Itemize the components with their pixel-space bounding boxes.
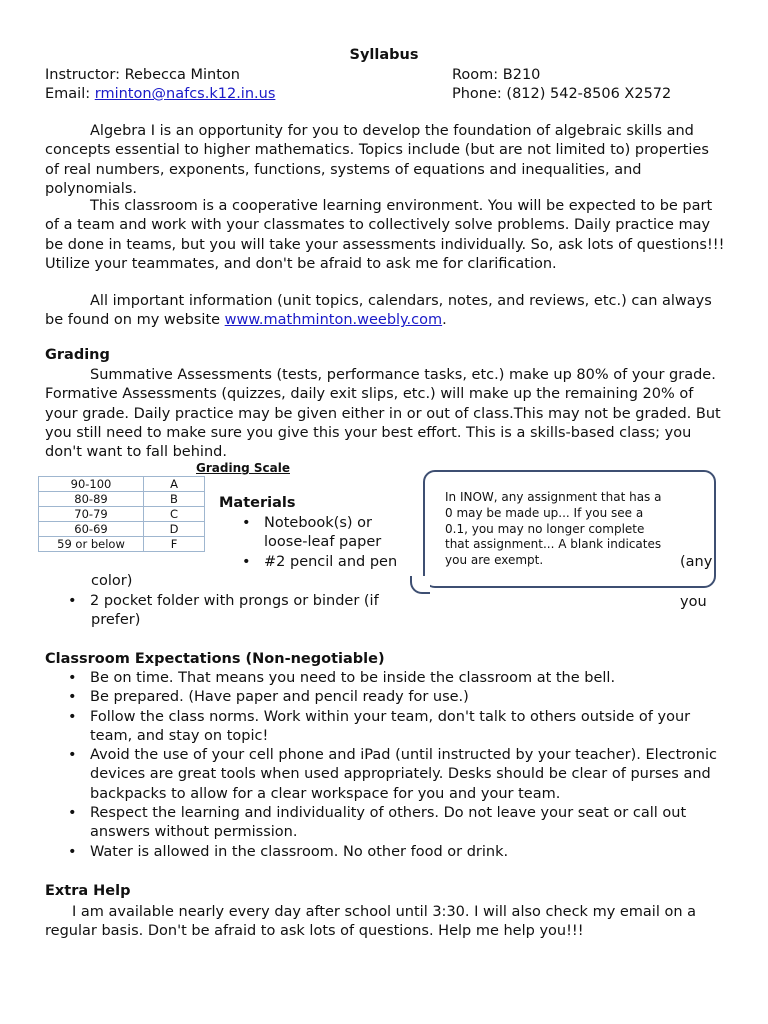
website-link[interactable]: www.mathminton.weebly.com (224, 312, 443, 329)
extra-help-heading: Extra Help (45, 883, 131, 899)
scale-grade: B (144, 492, 205, 507)
materials-item3-tail: you (680, 594, 707, 610)
extra-help-paragraph: I am available nearly every day after school until 3:30. I will also check my email on a regular basis. Don't be afraid to ask lots of questions. Help me help you!!! (45, 904, 697, 940)
list-item: • Be prepared. (Have paper and pencil ready for use.) (45, 688, 725, 707)
scale-range: 60-69 (39, 522, 144, 537)
table-row (39, 507, 205, 522)
room-number: Room: B210 (452, 67, 541, 83)
materials-list-continued (45, 592, 445, 611)
list-item: • Respect the learning and individuality of others. Do not leave your seat or call out answers without permission. (45, 804, 725, 843)
table-row (39, 477, 205, 492)
expectations-list (45, 669, 725, 862)
expectations-heading: Classroom Expectations (Non-negotiable) (45, 651, 385, 667)
materials-item2-wrap: color) (91, 573, 133, 589)
list-item: • Be on time. That means you need to be inside the classroom at the bell. (45, 669, 725, 688)
materials-heading: Materials (219, 495, 296, 511)
intro-paragraph-2: This classroom is a cooperative learning environment. You will be expected to be part of a team and work with your classmates to collectively solve problems. Daily practice may be done in teams, but you will take your assessments individually. So, ask lots of questions!!! Utilize your teammates, and don't be afraid to ask me for clarification. (45, 198, 725, 272)
grading-paragraph: Summative Assessments (tests, performance tasks, etc.) make up 80% of your grade. Formative Assessments (quizzes, daily exit slips, etc.) will make up the remaining 20% of your grade. Daily practice may be given either in or out of class.This may not be graded. But you still need to make sure you give this your best effort. This is a skills-based class; you don't want to fall behind. (45, 367, 721, 461)
website-period: . (442, 312, 447, 329)
table-row (39, 492, 205, 507)
grading-heading: Grading (45, 347, 110, 363)
table-row (39, 537, 205, 552)
list-item: • #2 pencil and pen (219, 553, 419, 572)
scale-grade: C (144, 507, 205, 522)
scale-range: 59 or below (39, 537, 144, 552)
inow-callout-text: In INOW, any assignment that has a 0 may be made up... If you see a 0.1, you may no longer complete that assignment... A blank indicates you are exempt. (445, 490, 662, 568)
scale-grade: A (144, 477, 205, 492)
materials-item2-tail: (any (680, 554, 713, 570)
scale-range: 80-89 (39, 492, 144, 507)
email-line (45, 85, 275, 104)
materials-list (219, 514, 419, 572)
scale-grade: D (144, 522, 205, 537)
email-label: Email: (45, 86, 95, 102)
table-row (39, 522, 205, 537)
list-item: • Avoid the use of your cell phone and iPad (until instructed by your teacher). Electronic devices are great tools when used appropriately. Desks should be clear of purses and backpacks to allow for a clear workspace for you and your team. (45, 746, 725, 804)
materials-item3-wrap: prefer) (91, 612, 141, 628)
website-text: All important information (unit topics, calendars, notes, and reviews, etc.) can always be found on my website (45, 293, 712, 329)
email-link[interactable]: rminton@nafcs.k12.in.us (94, 86, 276, 102)
page-title: Syllabus (349, 47, 419, 63)
scale-grade: F (144, 537, 205, 552)
grading-scale-title: Grading Scale (196, 461, 290, 475)
list-item: • Water is allowed in the classroom. No other food or drink. (45, 843, 725, 862)
scale-range: 70-79 (39, 507, 144, 522)
phone-number: Phone: (812) 542-8506 X2572 (452, 86, 672, 102)
intro-paragraph-1: Algebra I is an opportunity for you to develop the foundation of algebraic skills and concepts essential to higher mathematics. Topics include (but are not limited to) properties of real numbers, exponents, functions, systems of equations and inequalities, and polynomials. (45, 123, 709, 197)
list-item: • Follow the class norms. Work within your team, don't talk to others outside of your team, and stay on topic! (45, 708, 725, 747)
instructor-name: Instructor: Rebecca Minton (45, 67, 240, 83)
grading-scale-table (38, 476, 205, 552)
intro-paragraph-3 (45, 292, 725, 331)
list-item: • Notebook(s) or loose-leaf paper (219, 514, 419, 553)
scale-range: 90-100 (39, 477, 144, 492)
list-item: • 2 pocket folder with prongs or binder (if (45, 592, 445, 611)
